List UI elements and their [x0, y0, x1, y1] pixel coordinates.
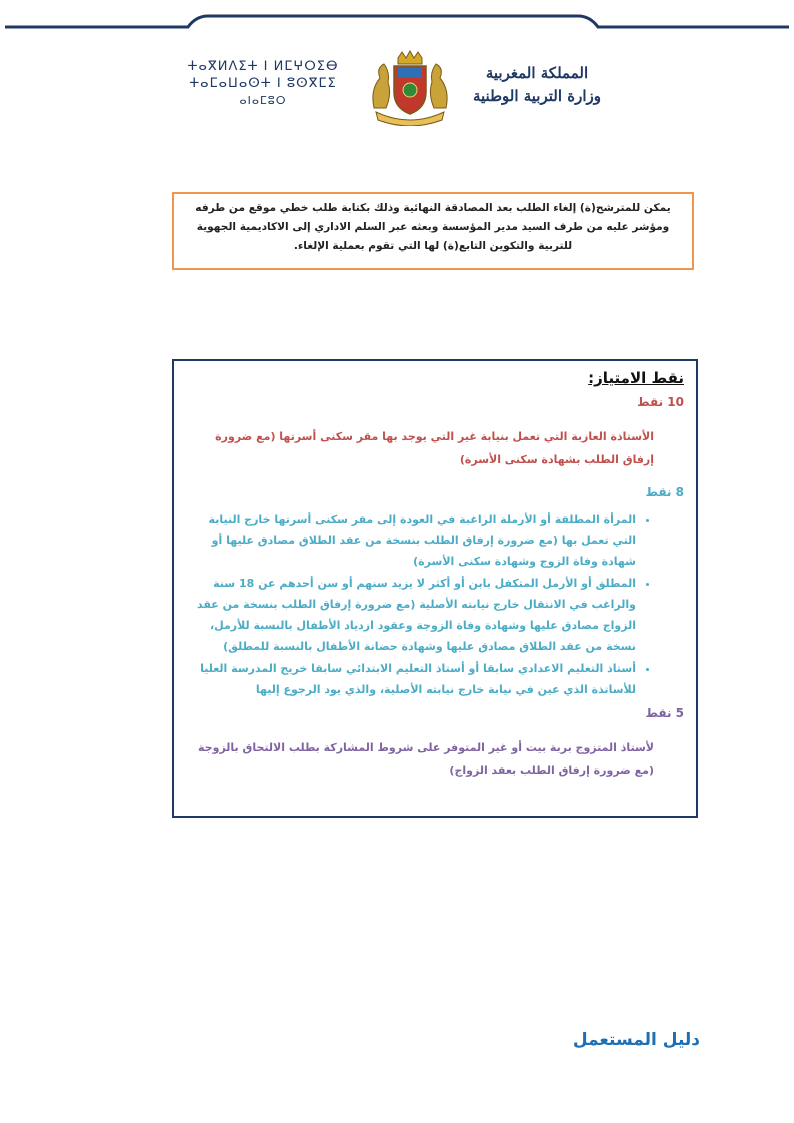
royal-emblem-icon [366, 50, 454, 126]
user-guide-label: دليل المستعمل [572, 1030, 700, 1050]
five-points-text: لأستاذ المتزوج بربة بيت أو غير المتوفر على شروط المشاركة بطلب الالتحاق بالزوجة (مع ضرورة إرفاق الطلب بعقد الزواج) [198, 741, 654, 777]
kingdom-name: المملكة المغربية [485, 64, 589, 82]
ten-points-label: 10 نقط [637, 395, 684, 409]
ten-points-text: الأستاذة العازبة التي تعمل بنيابة غير التي يوجد بها مقر سكنى أسرتها (مع ضرورة إرفاق الطلب بشهادة سكنى الأسرة) [215, 430, 654, 466]
five-points-label: 5 نقط [645, 706, 684, 720]
bonus-points-box [172, 359, 698, 818]
eight-points-list [186, 509, 684, 700]
header-rule [0, 0, 794, 40]
tifinagh-line-3: ⴰⵏⴰⵎⵓⵔ [239, 94, 287, 107]
tifinagh-line-1: ⵜⴰⴳⵍⴷⵉⵜ ⵏ ⵍⵎⵖⵔⵉⴱ [187, 59, 339, 74]
list-item: • أستاذ التعليم الاعدادي سابقا أو أستاذ التعليم الابتدائي سابقا خريج المدرسة العليا للأساتذة الذي عين في نيابة خارج نيابته الأصلية، والذي يود الرجوع إليها [186, 658, 636, 700]
ministry-name: وزارة التربية الوطنية [472, 87, 601, 105]
cancellation-note: يمكن للمترشح(ة) إلغاء الطلب بعد المصادقة النهائية وذلك بكتابة طلب خطي موقع من طرفه ومؤشر عليه من طرف السيد مدير المؤسسة وبعثه عبر السلم الاداري إلى الاكاديمية الجهوية للتربية والتكوين التابع(ة) لها التي تقوم بعملية الإلغاء. [172, 192, 694, 270]
kingdom-header [462, 62, 612, 108]
list-item: • المرأة المطلقة أو الأرملة الراغبة في العودة إلى مقر سكنى أسرتها خارج النيابة التي تعمل بها (مع ضرورة إرفاق الطلب بنسخة من عقد الطلاق مصادق عليها أو شهادة وفاة الزوج وشهادة سكنى الأسرة) [186, 509, 636, 572]
eight-points-label: 8 نقط [645, 485, 684, 499]
tifinagh-line-2: ⵜⴰⵎⴰⵡⴰⵙⵜ ⵏ ⵓⵙⴳⵎⵉ [189, 76, 337, 91]
list-item: • المطلق أو الأرمل المتكفل بابن أو أكثر لا يزيد سنهم أو سن أحدهم عن 18 سنة والراغب في الانتقال خارج نيابته الأصلية (مع ضرورة إرفاق الطلب بنسخة من عقد الزواج مصادق عليها وشهادة وفاة الزوجة وعقود ازدياد الأطفال بالنسبة للأرمل، نسخة من عقد الطلاق مصادق عليها وشهادة حضانة الأطفال بالنسبة للمطلق) [186, 573, 636, 657]
bonus-points-title: نقط الامتياز: [588, 369, 684, 387]
tifinagh-header [183, 58, 343, 109]
